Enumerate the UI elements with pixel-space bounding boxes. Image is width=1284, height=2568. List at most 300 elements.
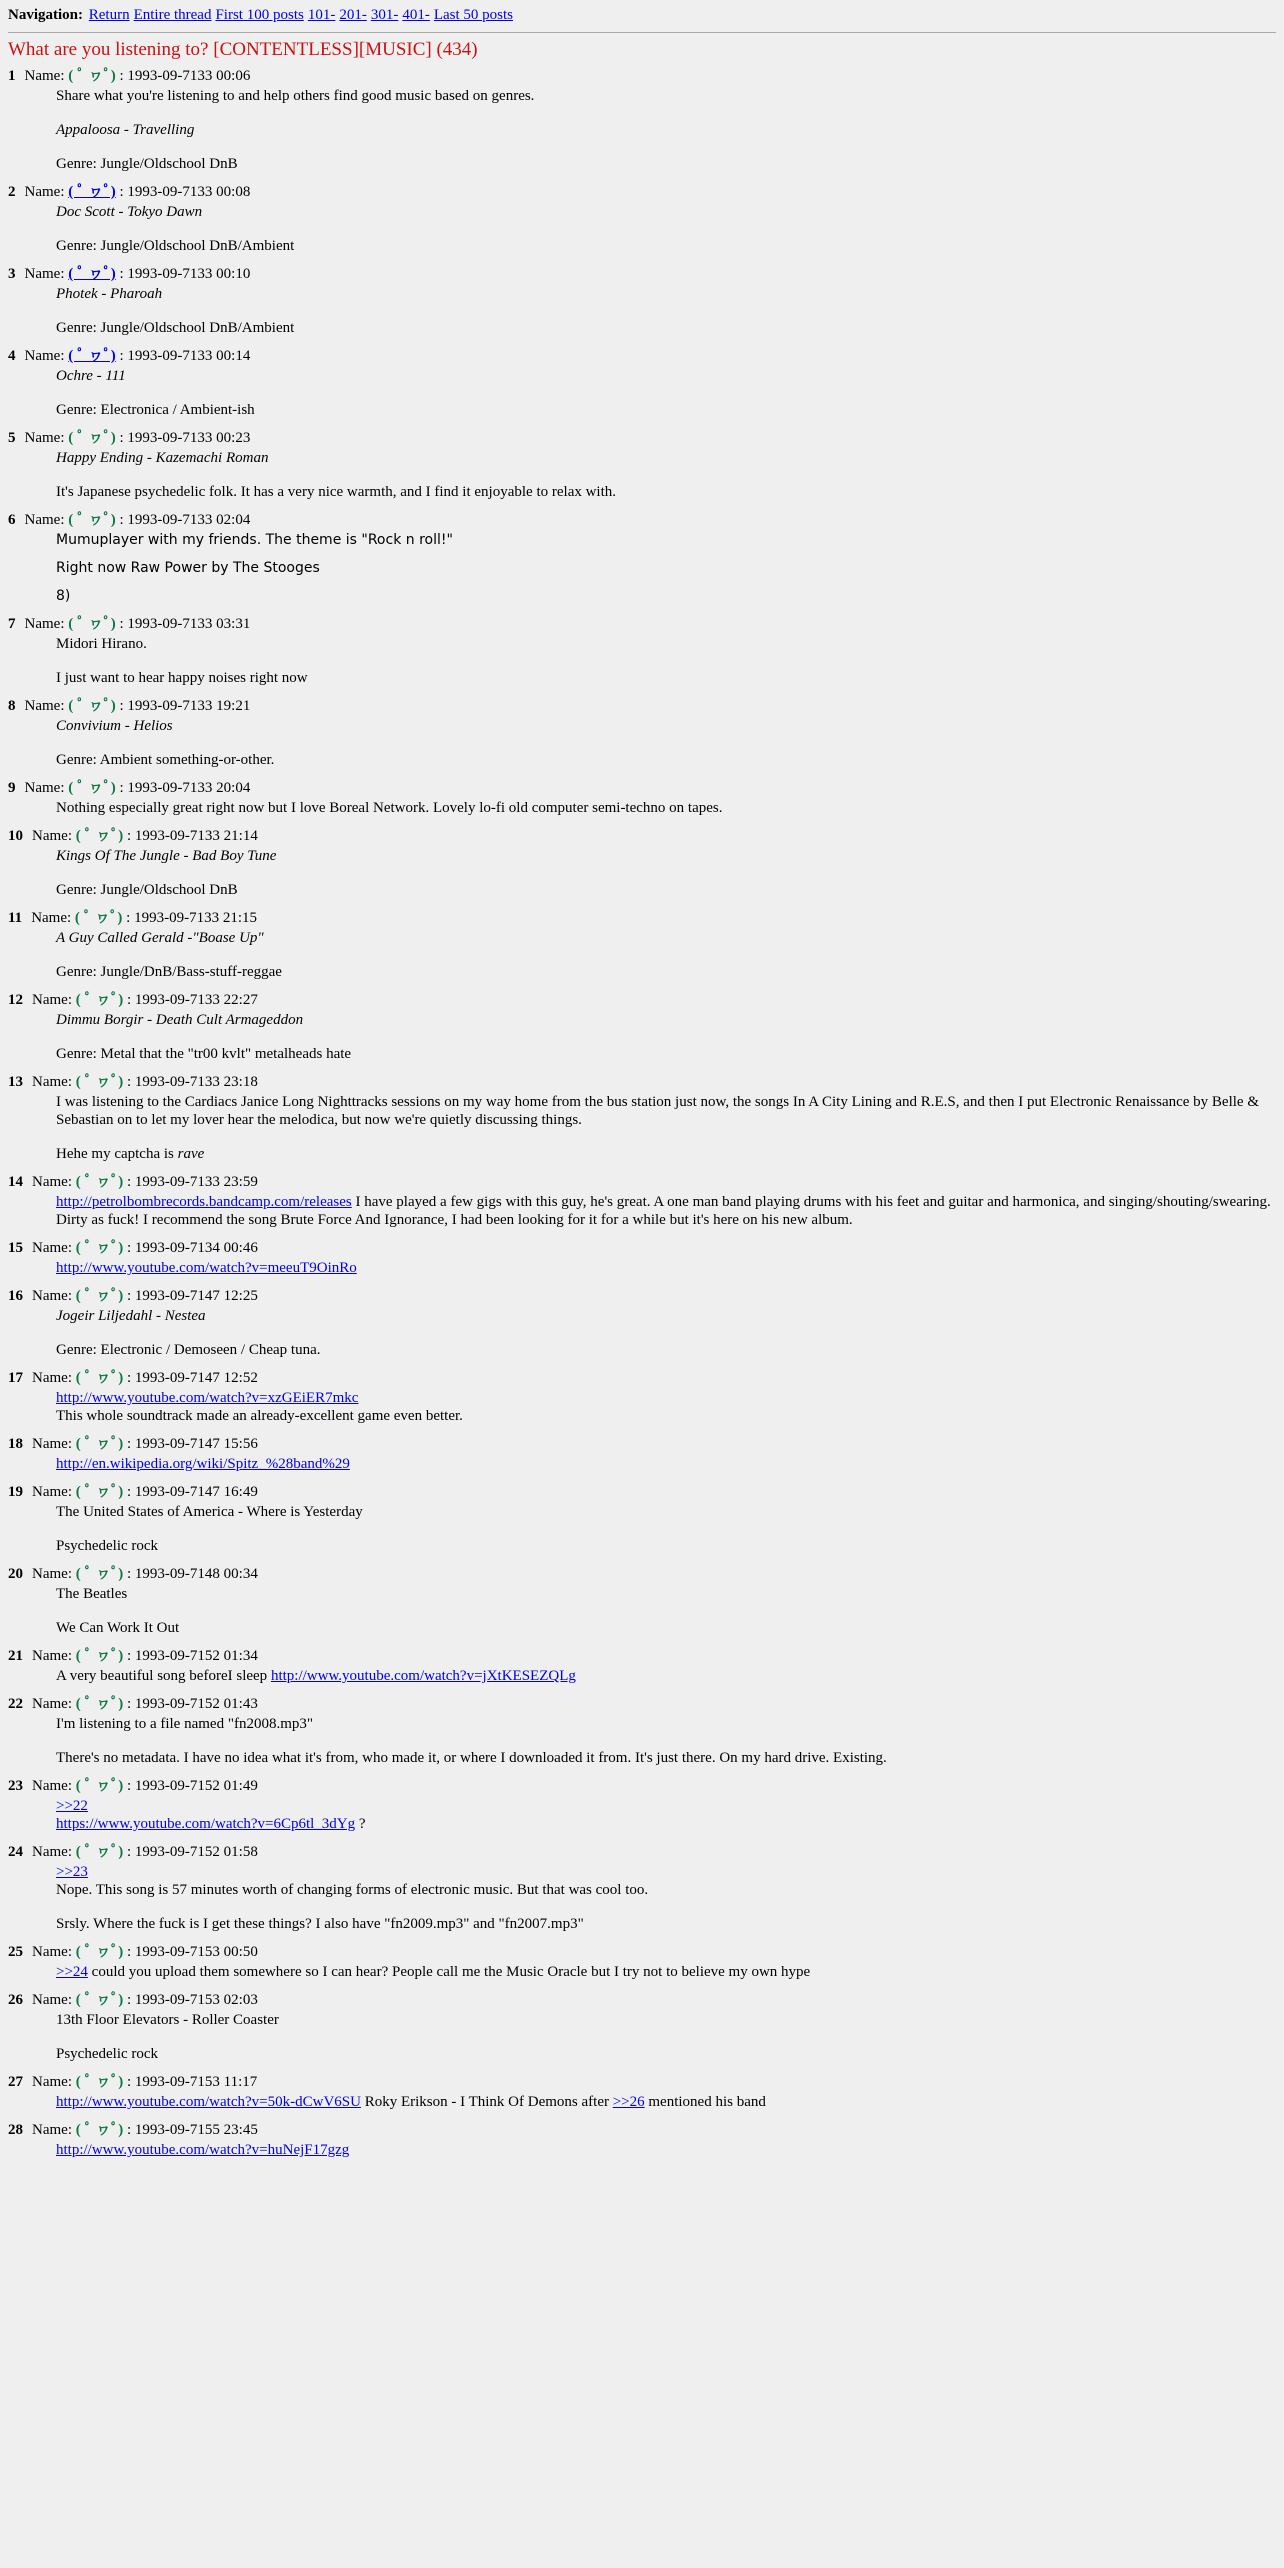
post-paragraph [56, 1715, 1276, 1733]
name-separator: : [115, 184, 128, 200]
post-header [8, 1695, 1276, 1713]
post [8, 1173, 1276, 1229]
post-paragraph [56, 1749, 1276, 1767]
post-header [8, 991, 1276, 1009]
post-body [56, 799, 1276, 817]
post-header [8, 265, 1276, 283]
navigation-label: Navigation: [8, 7, 83, 23]
post-paragraph [56, 963, 1276, 981]
poster-name: ( ﾟ ヮﾟ) [75, 1288, 124, 1304]
post-body [56, 203, 1276, 255]
url-link[interactable]: http://petrolbombrecords.bandcamp.com/releases [56, 1194, 352, 1210]
post-date: 1993-09-7152 01:58 [134, 1844, 258, 1860]
poster-name: ( ﾟ ヮﾟ) [75, 2122, 124, 2138]
post-date: 1993-09-7153 02:03 [134, 1992, 258, 2008]
poster-name: ( ﾟ ヮﾟ) [75, 1174, 124, 1190]
post-number[interactable]: 14 [8, 1174, 23, 1190]
post-text: Genre: Jungle/Oldschool DnB [56, 882, 238, 898]
post [8, 429, 1276, 501]
post-text: A very beautiful song beforeI sleep [56, 1668, 271, 1684]
post-header [8, 1483, 1276, 1501]
name-label: Name: [32, 2122, 76, 2138]
post-paragraph [56, 1915, 1276, 1933]
post-number[interactable]: 7 [8, 616, 16, 632]
post [8, 1435, 1276, 1473]
post-header [8, 1943, 1276, 1961]
post-number[interactable]: 11 [8, 910, 23, 926]
name-label: Name: [24, 266, 69, 282]
post-number[interactable]: 16 [8, 1288, 23, 1304]
name-separator: : [123, 1844, 135, 1860]
name-separator: : [115, 512, 128, 528]
post [8, 1991, 1276, 2063]
poster-name: ( ﾟ ヮﾟ) [75, 2074, 124, 2090]
nav-link[interactable]: 301- [370, 7, 399, 23]
post-text: Nothing especially great right now but I love Boreal Network. Lovely lo-fi old computer semi-techno on tapes. [56, 800, 723, 816]
name-separator: : [123, 1436, 135, 1452]
post-number[interactable]: 6 [8, 512, 16, 528]
post-date: 1993-09-7147 15:56 [134, 1436, 258, 1452]
post-number[interactable]: 1 [8, 68, 16, 84]
post-date: 1993-09-7147 12:52 [134, 1370, 258, 1386]
post-paragraph [56, 1259, 1276, 1277]
post [8, 2121, 1276, 2159]
post-paragraph [56, 1093, 1276, 1129]
reply-link[interactable]: >>26 [612, 2094, 645, 2110]
name-label: Name: [32, 1944, 76, 1960]
post-number[interactable]: 25 [8, 1944, 23, 1960]
name-separator: : [115, 68, 128, 84]
name-separator: : [115, 266, 128, 282]
post-body [56, 1797, 1276, 1833]
post-paragraph [56, 1145, 1276, 1163]
post-paragraph [56, 87, 1276, 105]
post-paragraph [56, 1193, 1276, 1229]
nav-link[interactable]: 101- [307, 7, 336, 23]
post-header [8, 615, 1276, 633]
name-separator: : [123, 1074, 135, 1090]
post-paragraph [56, 1537, 1276, 1555]
post-text: It's Japanese psychedelic folk. It has a very nice warmth, and I find it enjoyable to relax with. [56, 484, 617, 500]
post-paragraph [56, 2141, 1276, 2159]
post-text: mentioned his band [644, 2094, 766, 2110]
poster-name: ( ﾟ ヮﾟ) [68, 616, 116, 632]
name-label: Name: [32, 1648, 76, 1664]
post-text: 8) [56, 588, 71, 604]
post-date: 1993-09-7133 23:18 [134, 1074, 258, 1090]
poster-name[interactable]: ( ﾟ ヮﾟ) [68, 184, 116, 200]
url-link[interactable]: http://www.youtube.com/watch?v=meeuT9OinRo [56, 1260, 357, 1276]
post [8, 1369, 1276, 1425]
name-label: Name: [32, 1436, 76, 1452]
post-body [56, 1715, 1276, 1767]
post-header [8, 1435, 1276, 1453]
post-paragraph [56, 1455, 1276, 1473]
poster-name: ( ﾟ ヮﾟ) [75, 1944, 124, 1960]
name-label: Name: [32, 1844, 76, 1860]
post [8, 1647, 1276, 1685]
italic-text: Ochre - 111 [56, 368, 126, 384]
name-label: Name: [32, 1696, 76, 1712]
post-body [56, 1503, 1276, 1555]
post-list [8, 67, 1276, 2159]
post-text: Genre: Electronic / Demoseen / Cheap tuna. [56, 1342, 321, 1358]
post-number[interactable]: 8 [8, 698, 16, 714]
post-text: Genre: Jungle/Oldschool DnB/Ambient [56, 320, 295, 336]
nav-link[interactable]: 401- [402, 7, 430, 23]
post-date: 1993-09-7153 11:17 [134, 2074, 258, 2090]
post-body [56, 717, 1276, 769]
post-body [56, 1307, 1276, 1359]
post-paragraph [56, 847, 1276, 865]
post-header [8, 779, 1276, 797]
poster-name: ( ﾟ ヮﾟ) [68, 698, 116, 714]
post-date: 1993-09-7133 00:06 [127, 68, 251, 84]
poster-name: ( ﾟ ヮﾟ) [68, 780, 116, 796]
name-separator: : [123, 1696, 135, 1712]
post-body [56, 87, 1276, 173]
post-number[interactable]: 12 [8, 992, 23, 1008]
post-number[interactable]: 17 [8, 1370, 23, 1386]
name-label: Name: [32, 1778, 76, 1794]
post-date: 1993-09-7147 16:49 [134, 1484, 258, 1500]
post-paragraph [56, 367, 1276, 385]
post [8, 1777, 1276, 1833]
poster-name: ( ﾟ ヮﾟ) [75, 828, 124, 844]
url-link[interactable]: http://www.youtube.com/watch?v=50k-dCwV6SU [56, 2094, 361, 2110]
italic-text: Appaloosa - Travelling [56, 122, 195, 138]
post-number[interactable]: 3 [8, 266, 16, 282]
post-header [8, 1843, 1276, 1861]
post-date: 1993-09-7152 01:43 [134, 1696, 258, 1712]
name-label: Name: [32, 828, 76, 844]
post-date: 1993-09-7152 01:34 [134, 1648, 258, 1664]
name-separator: : [123, 1484, 135, 1500]
post-number[interactable]: 15 [8, 1240, 23, 1256]
post [8, 1287, 1276, 1359]
post-number[interactable]: 27 [8, 2074, 23, 2090]
name-label: Name: [32, 1288, 76, 1304]
post-paragraph [56, 1341, 1276, 1359]
name-separator: : [123, 1174, 135, 1190]
post-paragraph [56, 2093, 1276, 2111]
post [8, 1843, 1276, 1933]
post-text: could you upload them somewhere so I can hear? People call me the Music Oracle but I try not to believe my own hype [87, 1964, 811, 1980]
post [8, 347, 1276, 419]
post-text: Hehe my captcha is [56, 1146, 178, 1162]
name-label: Name: [32, 2074, 76, 2090]
post-header [8, 697, 1276, 715]
post-number[interactable]: 10 [8, 828, 23, 844]
italic-text: Photek - Pharoah [56, 286, 163, 302]
italic-text: A Guy Called Gerald -"Boase Up" [56, 930, 264, 946]
post-number[interactable]: 28 [8, 2122, 23, 2138]
post-header [8, 67, 1276, 85]
italic-text: Doc Scott - Tokyo Dawn [56, 204, 203, 220]
post-paragraph [56, 881, 1276, 899]
post-paragraph [56, 1797, 1276, 1833]
post-date: 1993-09-7133 00:10 [127, 266, 251, 282]
post-date: 1993-09-7133 00:14 [127, 348, 251, 364]
post-paragraph [56, 1863, 1276, 1899]
post-number[interactable]: 26 [8, 1992, 23, 2008]
name-label: Name: [24, 780, 69, 796]
post-paragraph [56, 319, 1276, 337]
nav-link[interactable]: Return [88, 7, 130, 23]
post-text: This whole soundtrack made an already-excellent game even better. [56, 1408, 463, 1424]
poster-name: ( ﾟ ヮﾟ) [75, 992, 124, 1008]
post-paragraph [56, 121, 1276, 139]
post-paragraph [56, 1389, 1276, 1425]
post-text: Roky Erikson - I Think Of Demons after [360, 2094, 613, 2110]
post-text: Genre: Electronica / Ambient-ish [56, 402, 255, 418]
post-header [8, 1239, 1276, 1257]
post-text: Genre: Jungle/Oldschool DnB/Ambient [56, 238, 295, 254]
post-text: Right now Raw Power by The Stooges [56, 560, 320, 576]
post-text: Share what you're listening to and help others find good music based on genres. [56, 88, 535, 104]
post-text: I'm listening to a file named "fn2008.mp3" [56, 1716, 313, 1732]
post-number[interactable]: 24 [8, 1844, 23, 1860]
italic-text: Dimmu Borgir - Death Cult Armageddon [56, 1012, 304, 1028]
post-date: 1993-09-7133 02:04 [127, 512, 251, 528]
post-date: 1993-09-7133 21:14 [134, 828, 258, 844]
post-paragraph [56, 449, 1276, 467]
post-header [8, 1565, 1276, 1583]
name-label: Name: [24, 184, 69, 200]
name-label: Name: [32, 1370, 76, 1386]
post-body [56, 1455, 1276, 1473]
post-text: The Beatles [56, 1586, 128, 1602]
poster-name[interactable]: ( ﾟ ヮﾟ) [68, 266, 116, 282]
divider [8, 32, 1276, 33]
post-number[interactable]: 21 [8, 1648, 23, 1664]
poster-name: ( ﾟ ヮﾟ) [75, 1696, 124, 1712]
post-body [56, 929, 1276, 981]
post-body [56, 1863, 1276, 1933]
poster-name: ( ﾟ ヮﾟ) [68, 68, 116, 84]
post [8, 909, 1276, 981]
name-separator: : [115, 780, 128, 796]
post-date: 1993-09-7133 22:27 [134, 992, 258, 1008]
italic-text: Jogeir Liljedahl - Nestea [56, 1308, 206, 1324]
post-paragraph [56, 799, 1276, 817]
post-date: 1993-09-7133 19:21 [127, 698, 251, 714]
post-date: 1993-09-7133 20:04 [127, 780, 251, 796]
post [8, 1943, 1276, 1981]
post-number[interactable]: 5 [8, 430, 16, 446]
post-paragraph [56, 717, 1276, 735]
url-link[interactable]: http://www.youtube.com/watch?v=xzGEiER7mkc [56, 1390, 359, 1406]
post-header [8, 1647, 1276, 1665]
post-paragraph [56, 1585, 1276, 1603]
navigation-links [89, 7, 517, 23]
name-separator: : [123, 2122, 135, 2138]
reply-link[interactable]: >>23 [56, 1864, 88, 1880]
post-text: Psychedelic rock [56, 2046, 159, 2062]
post-text: 13th Floor Elevators - Roller Coaster [56, 2012, 279, 2028]
post-text: We Can Work It Out [56, 1620, 180, 1636]
post-number[interactable]: 20 [8, 1566, 23, 1582]
post-header [8, 1777, 1276, 1795]
post-number[interactable]: 13 [8, 1074, 23, 1090]
post-paragraph [56, 559, 1276, 577]
post-text: I have played a few gigs with this guy, he's great. A one man band playing drums with his feet and guitar and harmonica, and singing/shouting/swearing. Dirty as fuck! I recommend the song Brute Force And Ignorance, I had been looking for it for a while but it's here on his new album. [56, 1194, 1271, 1228]
poster-name: ( ﾟ ヮﾟ) [75, 1240, 124, 1256]
post-paragraph [56, 751, 1276, 769]
post-date: 1993-09-7133 23:59 [134, 1174, 258, 1190]
post-text: Mumuplayer with my friends. The theme is "Rock n roll!" [56, 532, 453, 548]
url-link[interactable]: http://www.youtube.com/watch?v=huNejF17gzg [56, 2142, 350, 2158]
name-separator: : [123, 828, 135, 844]
post [8, 991, 1276, 1063]
post [8, 697, 1276, 769]
navigation-bar [8, 6, 1276, 24]
post-paragraph [56, 1963, 1276, 1981]
name-separator: : [123, 1944, 135, 1960]
post [8, 827, 1276, 899]
post-paragraph [56, 203, 1276, 221]
post [8, 1565, 1276, 1637]
post-paragraph [56, 401, 1276, 419]
name-separator: : [115, 616, 128, 632]
name-label: Name: [32, 1566, 76, 1582]
post-date: 1993-09-7133 21:15 [134, 910, 258, 926]
post [8, 2073, 1276, 2111]
post-date: 1993-09-7133 00:23 [127, 430, 251, 446]
name-separator: : [123, 1288, 135, 1304]
url-link[interactable]: http://www.youtube.com/watch?v=jXtKESEZQLg [270, 1668, 576, 1684]
post-body [56, 1093, 1276, 1163]
post-header [8, 1991, 1276, 2009]
post-paragraph [56, 237, 1276, 255]
poster-name[interactable]: ( ﾟ ヮﾟ) [68, 348, 116, 364]
post-paragraph [56, 587, 1276, 605]
url-link[interactable]: http://en.wikipedia.org/wiki/Spitz_%28band%29 [56, 1456, 350, 1472]
post-paragraph [56, 1667, 1276, 1685]
post-body [56, 367, 1276, 419]
post [8, 183, 1276, 255]
name-label: Name: [32, 992, 76, 1008]
poster-name: ( ﾟ ヮﾟ) [75, 1778, 124, 1794]
poster-name: ( ﾟ ヮﾟ) [75, 1566, 124, 1582]
post-text: Nope. This song is 57 minutes worth of changing forms of electronic music. But that was cool too. [56, 1882, 649, 1898]
post-paragraph [56, 635, 1276, 653]
post-body [56, 1389, 1276, 1425]
post-header [8, 909, 1276, 927]
name-label: Name: [32, 1240, 76, 1256]
post-text: Psychedelic rock [56, 1538, 159, 1554]
name-separator: : [123, 1370, 135, 1386]
name-separator: : [123, 1992, 135, 2008]
post-paragraph [56, 1011, 1276, 1029]
post-number[interactable]: 22 [8, 1696, 23, 1712]
post-header [8, 511, 1276, 529]
post-text: ? [355, 1816, 366, 1832]
post [8, 67, 1276, 173]
post-number[interactable]: 9 [8, 780, 16, 796]
post-date: 1993-09-7155 23:45 [134, 2122, 258, 2138]
reply-link[interactable]: >>22 [56, 1798, 88, 1814]
post-paragraph [56, 669, 1276, 687]
post-text: The United States of America - Where is Yesterday [56, 1504, 363, 1520]
name-label: Name: [24, 698, 69, 714]
nav-link[interactable]: Entire thread [133, 7, 212, 23]
poster-name: ( ﾟ ヮﾟ) [68, 430, 116, 446]
post-paragraph [56, 1619, 1276, 1637]
name-label: Name: [24, 430, 69, 446]
post [8, 1239, 1276, 1277]
name-separator: : [115, 430, 128, 446]
nav-link[interactable]: 201- [339, 7, 367, 23]
name-label: Name: [32, 1174, 76, 1190]
post-header [8, 429, 1276, 447]
post-date: 1993-09-7148 00:34 [134, 1566, 258, 1582]
post-body [56, 1963, 1276, 1981]
post [8, 265, 1276, 337]
name-separator: : [123, 1648, 135, 1664]
post-header [8, 2121, 1276, 2139]
url-link[interactable]: https://www.youtube.com/watch?v=6Cp6tl_3dYg [56, 1816, 356, 1832]
name-label: Name: [32, 1484, 76, 1500]
post-number[interactable]: 23 [8, 1778, 23, 1794]
post-text: I was listening to the Cardiacs Janice Long Nighttracks sessions on my way home from the bus station just now, the songs In A City Lining and R.E.S, and then I put Electronic Renaissance by Belle & Sebastian on to let my lover hear the melodica, but now we're quietly discussing things. [56, 1094, 1260, 1128]
name-separator: : [123, 992, 135, 1008]
post-text: Srsly. Where the fuck is I get these things? I also have "fn2009.mp3" and "fn2007.mp3" [56, 1916, 584, 1932]
post [8, 1483, 1276, 1555]
post-text: Midori Hirano. [56, 636, 147, 652]
post [8, 1695, 1276, 1767]
post-header [8, 827, 1276, 845]
post-date: 1993-09-7152 01:49 [134, 1778, 258, 1794]
poster-name: ( ﾟ ヮﾟ) [75, 1992, 124, 2008]
italic-text: rave [177, 1146, 205, 1162]
post-body [56, 285, 1276, 337]
name-label: Name: [24, 512, 69, 528]
nav-link[interactable]: Last 50 posts [433, 7, 513, 23]
reply-link[interactable]: >>24 [56, 1964, 88, 1980]
poster-name: ( ﾟ ヮﾟ) [74, 910, 123, 926]
post-paragraph [56, 1307, 1276, 1325]
name-separator: : [115, 698, 128, 714]
name-label: Name: [24, 348, 69, 364]
post-body [56, 847, 1276, 899]
post-body [56, 449, 1276, 501]
name-separator: : [123, 1566, 135, 1582]
post [8, 1073, 1276, 1163]
post-date: 1993-09-7134 00:46 [134, 1240, 258, 1256]
nav-link[interactable]: First 100 posts [215, 7, 304, 23]
post-paragraph [56, 1045, 1276, 1063]
post-number[interactable]: 18 [8, 1436, 23, 1452]
post-number[interactable]: 2 [8, 184, 16, 200]
post-header [8, 1173, 1276, 1191]
name-label: Name: [24, 68, 69, 84]
post-body [56, 1585, 1276, 1637]
name-separator: : [123, 2074, 135, 2090]
post-text: There's no metadata. I have no idea what it's from, who made it, or where I downloaded it from. It's just there. On my hard drive. Existing. [56, 1750, 887, 1766]
post-paragraph [56, 929, 1276, 947]
post-text: Genre: Metal that the "tr00 kvlt" metalheads hate [56, 1046, 352, 1062]
post-number[interactable]: 4 [8, 348, 16, 364]
post-paragraph [56, 2011, 1276, 2029]
poster-name: ( ﾟ ヮﾟ) [75, 1074, 124, 1090]
post-number[interactable]: 19 [8, 1484, 23, 1500]
poster-name: ( ﾟ ヮﾟ) [75, 1648, 124, 1664]
post-body [56, 1259, 1276, 1277]
thread-title: What are you listening to? [CONTENTLESS][MUSIC] (434) [8, 39, 478, 60]
post [8, 615, 1276, 687]
post-body [56, 531, 1276, 605]
